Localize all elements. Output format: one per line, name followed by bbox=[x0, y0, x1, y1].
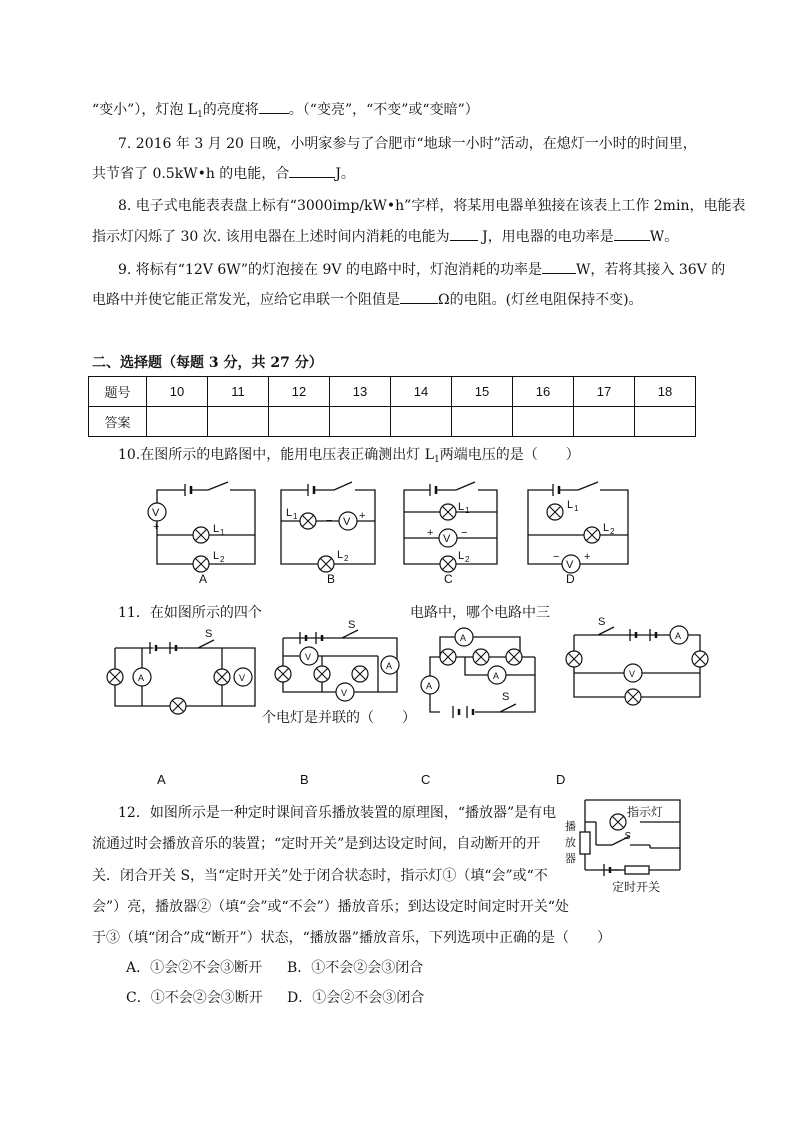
answer-table-num: 12 bbox=[269, 377, 330, 407]
answer-table-num: 17 bbox=[574, 377, 635, 407]
q10-b-lamp-2 bbox=[318, 556, 334, 572]
q11-option-b[interactable]: B bbox=[300, 772, 309, 787]
q11-d-a-label: A bbox=[675, 631, 682, 641]
answer-table-row1-label: 题号 bbox=[89, 377, 147, 407]
q10-c-v-label: V bbox=[443, 533, 451, 545]
q12-player-label-1: 播 bbox=[565, 821, 576, 833]
answer-table-num: 18 bbox=[635, 377, 696, 407]
q10-c-l2: L bbox=[458, 550, 465, 562]
q10-c-lamp-1 bbox=[440, 504, 456, 520]
answer-table-num: 13 bbox=[330, 377, 391, 407]
q11-option-d[interactable]: D bbox=[556, 772, 566, 787]
q11-c-a1-label: A bbox=[460, 633, 467, 643]
q10-d-l1: L bbox=[567, 499, 574, 511]
q11-d-s: S bbox=[598, 616, 606, 628]
q11-b-lamp-3 bbox=[352, 666, 368, 682]
q10-b-v-label: V bbox=[343, 516, 351, 528]
q6-text-3: 。（“变亮”，“不变”或“变暗”） bbox=[288, 102, 479, 118]
answer-table-num: 11 bbox=[208, 377, 269, 407]
q11-c-lamp-3 bbox=[506, 649, 522, 665]
q10-d-v-label: V bbox=[566, 559, 574, 571]
q12-indicator-lamp bbox=[610, 814, 626, 830]
q10-d-minus: − bbox=[553, 551, 560, 563]
q7-unit: J。 bbox=[335, 166, 355, 182]
q9-text-2: W，若将其接入 36V 的 bbox=[575, 262, 726, 278]
q10-a-lamp-1 bbox=[193, 527, 209, 543]
q10-label-c: C bbox=[444, 572, 453, 586]
q11-c-s: S bbox=[502, 691, 510, 703]
q10-label-b: B bbox=[327, 572, 336, 586]
q11-c-lamp-1 bbox=[440, 649, 456, 665]
q8-text-1: 指示灯闪烁了 30 次. 该用电器在上述时间内消耗的电能为 bbox=[92, 229, 450, 245]
q10-b-plus: + bbox=[359, 510, 366, 522]
q6-text-2: 的亮度将 bbox=[202, 102, 259, 118]
q10-d-lamp-2 bbox=[584, 527, 600, 543]
q12-line1: 12．如图所示是一种定时课间音乐播放装置的原理图，“播放器”是有电 bbox=[118, 805, 557, 821]
q10-a-l1: L bbox=[213, 523, 220, 535]
q7-text: 共节省了 0.5kW•h 的电能，合 bbox=[92, 166, 290, 182]
q12-timer-label: 定时开关 bbox=[612, 880, 661, 894]
q10-circuit-a bbox=[157, 482, 255, 564]
q10-c-plus: + bbox=[427, 527, 434, 539]
answer-table-num: 10 bbox=[147, 377, 208, 407]
q11-text-b: 电路中，哪个电路中三 bbox=[410, 605, 550, 621]
q10-text: 10.在图所示的电路图中，能用电压表正确测出灯 L bbox=[118, 447, 435, 463]
q10-a-v-label: V bbox=[152, 507, 160, 519]
q10-c-lamp-2 bbox=[440, 556, 456, 572]
q10-c-l1-sub: 1 bbox=[465, 506, 470, 515]
q12-player-label-2: 放 bbox=[565, 837, 576, 849]
q12-line2: 流通过时会播放音乐的装置；“定时开关”是到达设定时间，自动断开的开 bbox=[92, 836, 541, 852]
q6-text-1: “变小”），灯泡 L bbox=[92, 102, 198, 118]
q10-sub: 1 bbox=[434, 455, 440, 465]
q10-b-minus: − bbox=[326, 515, 333, 527]
q6-sub: 1 bbox=[197, 110, 203, 120]
q11-d-lamp-2 bbox=[692, 651, 708, 667]
q11-c-a2-label: A bbox=[493, 671, 500, 681]
q10-d-l1-sub: 1 bbox=[574, 504, 579, 513]
q8-line1: 8. 电子式电能表表盘上标有“3000imp/kW•h”字样，将某用电器单独接在该表上工作 2min，电能表 bbox=[118, 198, 746, 214]
q11-a-lamp-3 bbox=[170, 698, 186, 714]
q10-d-l2-sub: 2 bbox=[610, 527, 615, 536]
q10-b-lamp-1 bbox=[300, 513, 316, 529]
q10-b-l1: L bbox=[286, 507, 293, 519]
q12-line4: 会”）亮，播放器②（填“会”或“不会”）播放音乐；到达设定时间定时开关“处 bbox=[92, 899, 569, 915]
q11-b-v2-label: V bbox=[341, 688, 348, 698]
q10-circuit-c bbox=[404, 482, 497, 564]
q10-c-minus: − bbox=[461, 527, 468, 539]
q7-line1: 7. 2016 年 3 月 20 日晚，小明家参与了合肥市“地球一小时”活动，在熄灯一小时的时间里， bbox=[118, 136, 697, 152]
q9-text-1: 9. 将标有“12V 6W”的灯泡接在 9V 的电路中时，灯泡消耗的功率是 bbox=[118, 262, 542, 278]
q10-circuit-d bbox=[528, 482, 628, 564]
answer-table-num: 16 bbox=[513, 377, 574, 407]
q8-text-2: J，用电器的电功率是 bbox=[477, 229, 614, 245]
q12-player-label-3: 器 bbox=[565, 853, 576, 865]
q11-d-v-label: V bbox=[629, 669, 636, 679]
q11-text-a: 11．在如图所示的四个 bbox=[118, 605, 262, 621]
q10-c-l2-sub: 2 bbox=[465, 555, 470, 564]
q11-a-lamp-1 bbox=[107, 669, 123, 685]
q11-b-a-label: A bbox=[386, 661, 393, 671]
q10-label-d: D bbox=[566, 572, 575, 586]
q11-d-lamp-1 bbox=[566, 651, 582, 667]
section-2-title: 二、选择题（每题 3 分，共 27 分） bbox=[92, 355, 323, 371]
q10-d-lamp-1 bbox=[547, 504, 563, 520]
q10-b-l2: L bbox=[337, 549, 344, 561]
q10-text-2: 两端电压的是（ ） bbox=[439, 447, 580, 463]
q10-a-lamp-2 bbox=[193, 556, 209, 572]
q11-b-lamp-2 bbox=[314, 666, 330, 682]
q8-text-3: W。 bbox=[649, 229, 679, 245]
q10-b-l2-sub: 2 bbox=[344, 554, 349, 563]
q11-d-lamp-3 bbox=[625, 689, 641, 705]
q11-b-s: S bbox=[348, 619, 356, 631]
q12-option-d[interactable]: D．①会②不会③闭合 bbox=[287, 990, 425, 1006]
q12-line5: 于③（填“闭合”成“断开”）状态，“播放器”播放音乐，下列选项中正确的是（ ） bbox=[92, 930, 611, 946]
q11-b-lamp-1 bbox=[275, 666, 291, 682]
q10-a-l2-sub: 2 bbox=[220, 555, 225, 564]
q12-option-b[interactable]: B．①不会②会③闭合 bbox=[287, 960, 424, 976]
q11-a-v-label: V bbox=[239, 673, 246, 683]
q10-d-l2: L bbox=[603, 522, 610, 534]
q11-a-a-label: A bbox=[138, 673, 145, 683]
q12-indicator-label: 指示灯 bbox=[627, 805, 664, 819]
q11-option-a[interactable]: A bbox=[157, 772, 166, 787]
answer-table-num: 15 bbox=[452, 377, 513, 407]
q9-text-4: Ω的电阻。(灯丝电阻保持不变)。 bbox=[438, 292, 643, 308]
q11-c-a3-label: A bbox=[426, 681, 433, 691]
q12-line3: 关．闭合开关 S，当“定时开关”处于闭合状态时，指示灯①（填“会”或“不 bbox=[92, 868, 548, 884]
answer-table-row2-label: 答案 bbox=[89, 407, 147, 437]
q11-option-c[interactable]: C bbox=[421, 772, 431, 787]
q11-circuit-b bbox=[283, 630, 397, 692]
q10-a-plus: + bbox=[153, 521, 160, 533]
q10-a-l1-sub: 1 bbox=[220, 528, 225, 537]
q11-c-lamp-2 bbox=[473, 649, 489, 665]
q12-option-a[interactable]: A．①会②不会③断开 bbox=[126, 960, 263, 976]
q11-text-c: 个电灯是并联的（ ） bbox=[262, 710, 416, 726]
q12-s-label: S bbox=[624, 831, 631, 842]
q9-text-3: 电路中并使它能正常发光，应给它串联一个阻值是 bbox=[92, 292, 400, 308]
q11-a-s: S bbox=[205, 628, 213, 640]
q11-b-v1-label: V bbox=[305, 652, 312, 662]
answer-table-num: 14 bbox=[391, 377, 452, 407]
q10-c-l1: L bbox=[458, 501, 465, 513]
q11-a-lamp-2 bbox=[214, 669, 230, 685]
q10-d-plus: + bbox=[584, 551, 591, 563]
q12-option-c[interactable]: C．①不会②会③断开 bbox=[126, 990, 263, 1006]
q10-b-l1-sub: 1 bbox=[293, 512, 298, 521]
q10-a-l2: L bbox=[213, 550, 220, 562]
q10-label-a: A bbox=[199, 572, 208, 586]
